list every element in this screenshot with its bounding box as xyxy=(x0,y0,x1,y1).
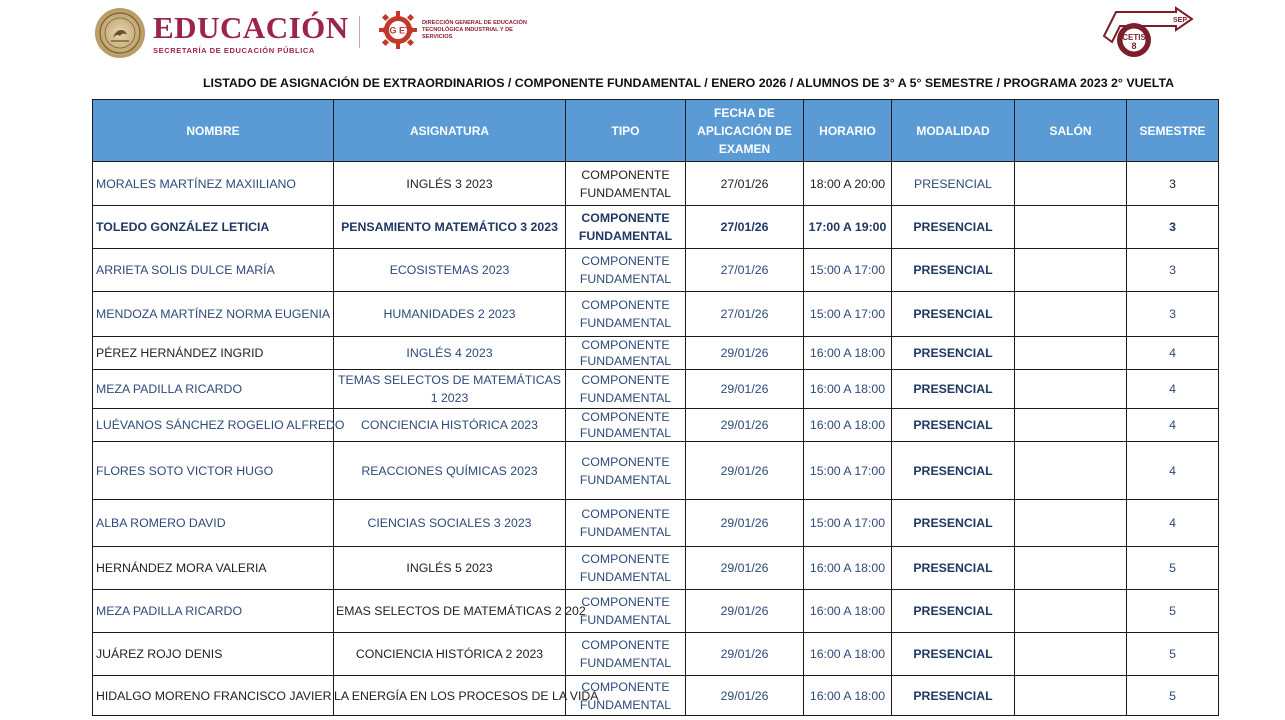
cell-horario: 15:00 A 17:00 xyxy=(804,292,892,337)
document-header xyxy=(0,0,1280,72)
table-row xyxy=(93,206,1219,249)
cell-asignatura: TEMAS SELECTOS DE MATEMÁTICAS 1 2023 xyxy=(334,370,566,409)
cell-salon xyxy=(1015,249,1127,292)
cell-asignatura: INGLÉS 4 2023 xyxy=(334,337,566,370)
cell-asignatura: EMAS SELECTOS DE MATEMÁTICAS 2 202 xyxy=(334,590,566,633)
cell-fecha: 27/01/26 xyxy=(686,206,804,249)
cell-horario: 18:00 A 20:00 xyxy=(804,162,892,206)
cell-tipo: COMPONENTE FUNDAMENTAL xyxy=(566,206,686,249)
cell-semestre: 4 xyxy=(1127,500,1219,547)
cell-modalidad: PRESENCIAL xyxy=(892,547,1015,590)
document-title: LISTADO DE ASIGNACIÓN DE EXTRAORDINARIOS / COMPONENTE FUNDAMENTAL / ENERO 2026 / ALUMNOS DE 3° A 5° SEMESTRE / PROGRAMA 2023 2° VUELTA xyxy=(202,76,1175,90)
cell-horario: 15:00 A 17:00 xyxy=(804,442,892,500)
cell-nombre: LUÉVANOS SÁNCHEZ ROGELIO ALFREDO xyxy=(93,409,334,442)
cell-nombre: PÉREZ HERNÁNDEZ INGRID xyxy=(93,337,334,370)
cell-fecha: 27/01/26 xyxy=(686,249,804,292)
header-horario: HORARIO xyxy=(804,100,892,162)
cell-asignatura: CONCIENCIA HISTÓRICA 2023 xyxy=(334,409,566,442)
header-fecha: FECHA DE APLICACIÓN DE EXAMEN xyxy=(686,100,804,162)
header-semestre: SEMESTRE xyxy=(1127,100,1219,162)
cell-horario: 16:00 A 18:00 xyxy=(804,337,892,370)
cell-horario: 16:00 A 18:00 xyxy=(804,409,892,442)
cell-tipo: COMPONENTE FUNDAMENTAL xyxy=(566,442,686,500)
cell-modalidad: PRESENCIAL xyxy=(892,292,1015,337)
sep-title: EDUCACIÓN xyxy=(153,9,349,45)
cell-fecha: 29/01/26 xyxy=(686,409,804,442)
cell-modalidad: PRESENCIAL xyxy=(892,337,1015,370)
cell-modalidad: PRESENCIAL xyxy=(892,590,1015,633)
table-row xyxy=(93,249,1219,292)
cell-semestre: 3 xyxy=(1127,292,1219,337)
cell-salon xyxy=(1015,370,1127,409)
cell-salon xyxy=(1015,409,1127,442)
cell-salon xyxy=(1015,500,1127,547)
mexico-seal-icon xyxy=(95,8,145,58)
header-modalidad: MODALIDAD xyxy=(892,100,1015,162)
cell-asignatura: LA ENERGÍA EN LOS PROCESOS DE LA VIDA xyxy=(334,676,566,716)
cell-nombre: TOLEDO GONZÁLEZ LETICIA xyxy=(93,206,334,249)
cell-nombre: HERNÁNDEZ MORA VALERIA xyxy=(93,547,334,590)
cell-tipo: COMPONENTE FUNDAMENTAL xyxy=(566,547,686,590)
cell-fecha: 29/01/26 xyxy=(686,547,804,590)
cell-nombre: ARRIETA SOLIS DULCE MARÍA xyxy=(93,249,334,292)
dgeti-text: DIRECCIÓN GENERAL DE EDUCACIÓN TECNOLÓGICA INDUSTRIAL Y DE SERVICIOS xyxy=(422,19,527,40)
cell-horario: 15:00 A 17:00 xyxy=(804,500,892,547)
cell-salon xyxy=(1015,162,1127,206)
dgeti-gear-icon xyxy=(378,10,418,50)
cell-nombre: MORALES MARTÍNEZ MAXIILIANO xyxy=(93,162,334,206)
table-row xyxy=(93,442,1219,500)
cell-modalidad: PRESENCIAL xyxy=(892,633,1015,676)
header-asignatura: ASIGNATURA xyxy=(334,100,566,162)
cell-fecha: 29/01/26 xyxy=(686,337,804,370)
cell-salon xyxy=(1015,442,1127,500)
table-row xyxy=(93,676,1219,716)
cell-semestre: 4 xyxy=(1127,337,1219,370)
cell-horario: 15:00 A 17:00 xyxy=(804,249,892,292)
header-nombre: NOMBRE xyxy=(93,100,334,162)
cell-semestre: 5 xyxy=(1127,633,1219,676)
sep-subtitle: SECRETARÍA DE EDUCACIÓN PÚBLICA xyxy=(153,45,315,55)
cell-nombre: FLORES SOTO VICTOR HUGO xyxy=(93,442,334,500)
cell-salon xyxy=(1015,292,1127,337)
cell-semestre: 4 xyxy=(1127,370,1219,409)
table-row xyxy=(93,292,1219,337)
cell-semestre: 3 xyxy=(1127,206,1219,249)
cell-tipo: COMPONENTE FUNDAMENTAL xyxy=(566,633,686,676)
cell-fecha: 29/01/26 xyxy=(686,442,804,500)
cell-fecha: 27/01/26 xyxy=(686,292,804,337)
cell-salon xyxy=(1015,206,1127,249)
cetis-logo xyxy=(1098,6,1194,64)
cell-horario: 16:00 A 18:00 xyxy=(804,676,892,716)
cell-modalidad: PRESENCIAL xyxy=(892,409,1015,442)
cell-asignatura: REACCIONES QUÍMICAS 2023 xyxy=(334,442,566,500)
cell-semestre: 4 xyxy=(1127,409,1219,442)
cell-asignatura: CIENCIAS SOCIALES 3 2023 xyxy=(334,500,566,547)
cell-modalidad: PRESENCIAL xyxy=(892,249,1015,292)
cell-tipo: COMPONENTE FUNDAMENTAL xyxy=(566,337,686,370)
cell-salon xyxy=(1015,337,1127,370)
cell-semestre: 4 xyxy=(1127,442,1219,500)
cell-nombre: MENDOZA MARTÍNEZ NORMA EUGENIA xyxy=(93,292,334,337)
table-row xyxy=(93,590,1219,633)
cell-modalidad: PRESENCIAL xyxy=(892,370,1015,409)
cell-semestre: 5 xyxy=(1127,676,1219,716)
cell-fecha: 29/01/26 xyxy=(686,676,804,716)
cetis-number: 8 xyxy=(1131,41,1137,51)
cetis-sep-text: SEP xyxy=(1172,17,1188,24)
table-row xyxy=(93,633,1219,676)
cell-modalidad: PRESENCIAL xyxy=(892,676,1015,716)
cell-salon xyxy=(1015,676,1127,716)
table-header-row xyxy=(93,100,1219,162)
cell-tipo: COMPONENTE FUNDAMENTAL xyxy=(566,162,686,206)
cell-fecha: 29/01/26 xyxy=(686,633,804,676)
header-salon: SALÓN xyxy=(1015,100,1127,162)
cell-fecha: 29/01/26 xyxy=(686,370,804,409)
cell-tipo: COMPONENTE FUNDAMENTAL xyxy=(566,500,686,547)
cell-tipo: COMPONENTE FUNDAMENTAL xyxy=(566,590,686,633)
cell-semestre: 3 xyxy=(1127,162,1219,206)
table-row xyxy=(93,547,1219,590)
cell-semestre: 5 xyxy=(1127,547,1219,590)
cell-nombre: HIDALGO MORENO FRANCISCO JAVIER xyxy=(93,676,334,716)
table-row xyxy=(93,500,1219,547)
cell-fecha: 29/01/26 xyxy=(686,500,804,547)
cell-nombre: ALBA ROMERO DAVID xyxy=(93,500,334,547)
table-row xyxy=(93,337,1219,370)
cell-tipo: COMPONENTE FUNDAMENTAL xyxy=(566,409,686,442)
cell-modalidad: PRESENCIAL xyxy=(892,206,1015,249)
cell-nombre: MEZA PADILLA RICARDO xyxy=(93,370,334,409)
cell-fecha: 27/01/26 xyxy=(686,162,804,206)
cell-horario: 16:00 A 18:00 xyxy=(804,370,892,409)
logo-divider xyxy=(359,16,360,48)
cell-nombre: MEZA PADILLA RICARDO xyxy=(93,590,334,633)
cell-semestre: 5 xyxy=(1127,590,1219,633)
cell-horario: 17:00 A 19:00 xyxy=(804,206,892,249)
cell-modalidad: PRESENCIAL xyxy=(892,442,1015,500)
cell-tipo: COMPONENTE FUNDAMENTAL xyxy=(566,370,686,409)
cell-salon xyxy=(1015,547,1127,590)
cell-tipo: COMPONENTE FUNDAMENTAL xyxy=(566,292,686,337)
cell-salon xyxy=(1015,590,1127,633)
cell-asignatura: PENSAMIENTO MATEMÁTICO 3 2023 xyxy=(334,206,566,249)
sep-logo xyxy=(95,8,349,58)
cell-tipo: COMPONENTE FUNDAMENTAL xyxy=(566,676,686,716)
cell-modalidad: PRESENCIAL xyxy=(892,162,1015,206)
cell-nombre: JUÁREZ ROJO DENIS xyxy=(93,633,334,676)
table-row xyxy=(93,409,1219,442)
cetis-label: CETIS xyxy=(1122,33,1146,42)
table-row xyxy=(93,370,1219,409)
extraordinarios-table xyxy=(92,99,1219,716)
cell-asignatura: ECOSISTEMAS 2023 xyxy=(334,249,566,292)
cell-horario: 16:00 A 18:00 xyxy=(804,590,892,633)
cell-salon xyxy=(1015,633,1127,676)
header-tipo: TIPO xyxy=(566,100,686,162)
dgeti-mark: DG ETI xyxy=(382,25,414,36)
table-row xyxy=(93,162,1219,206)
cell-horario: 16:00 A 18:00 xyxy=(804,547,892,590)
cell-semestre: 3 xyxy=(1127,249,1219,292)
cell-tipo: COMPONENTE FUNDAMENTAL xyxy=(566,249,686,292)
cell-asignatura: INGLÉS 5 2023 xyxy=(334,547,566,590)
cell-asignatura: CONCIENCIA HISTÓRICA 2 2023 xyxy=(334,633,566,676)
cell-asignatura: HUMANIDADES 2 2023 xyxy=(334,292,566,337)
cell-horario: 16:00 A 18:00 xyxy=(804,633,892,676)
cell-modalidad: PRESENCIAL xyxy=(892,500,1015,547)
cell-fecha: 29/01/26 xyxy=(686,590,804,633)
dgeti-logo xyxy=(378,10,540,50)
cell-asignatura: INGLÉS 3 2023 xyxy=(334,162,566,206)
